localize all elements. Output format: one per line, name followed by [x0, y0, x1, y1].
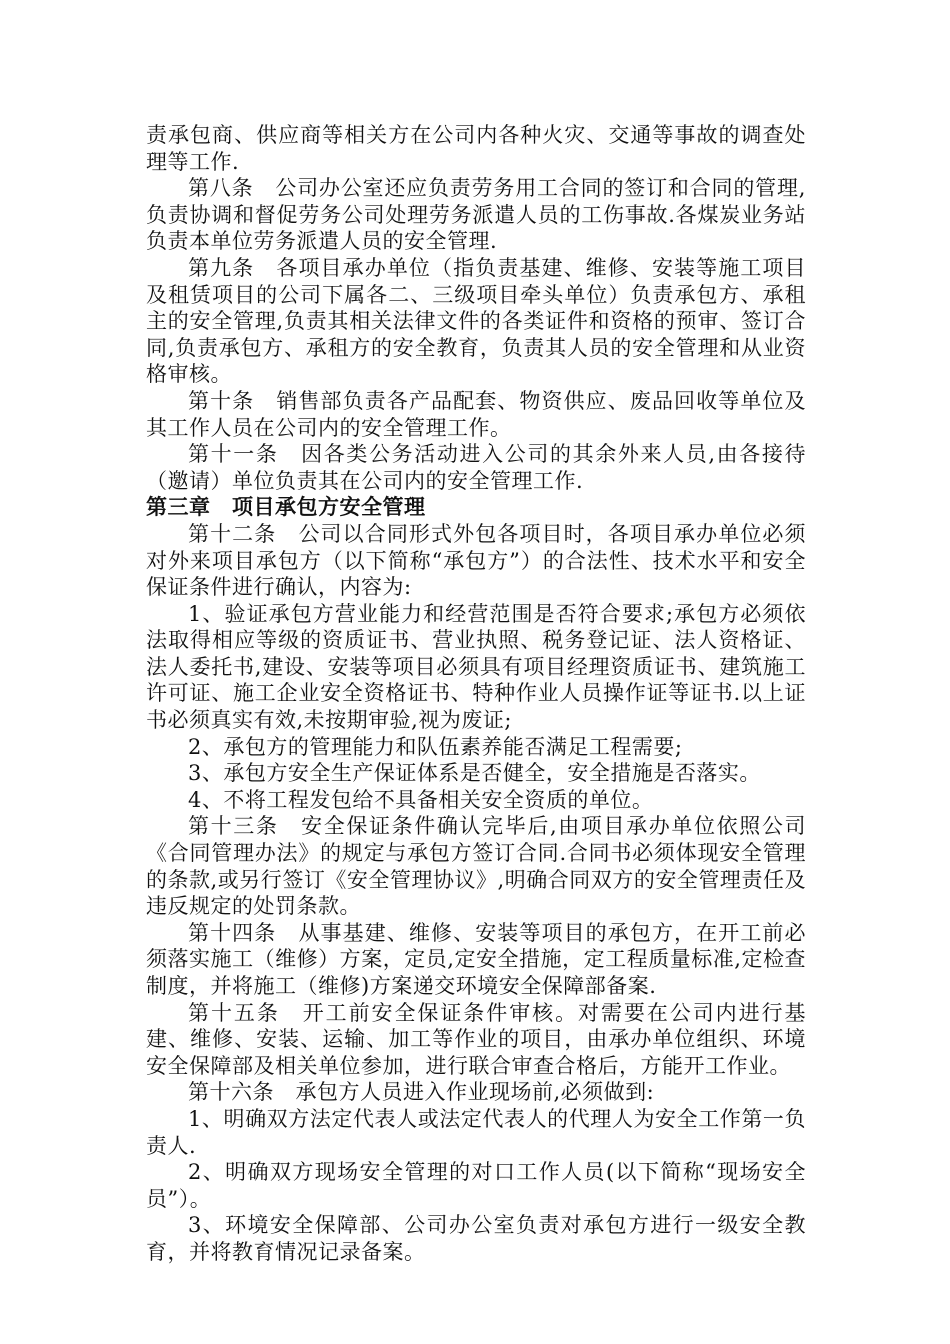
article-15: 第十五条 开工前安全保证条件审核。对需要在公司内进行基建、维修、安装、运输、加工等作业的项目，由承办单位组织、环境安全保障部及相关单位参加，进行联合审查合格后，方能开工作业。 [146, 1000, 806, 1078]
article-12: 第十二条 公司以合同形式外包各项目时，各项目承办单位必须对外来项目承包方（以下简称“承包方”）的合法性、技术水平和安全保证条件进行确认，内容为: [146, 521, 806, 600]
article-16-item-1: 1、明确双方法定代表人或法定代表人的代理人为安全工作第一负责人. [146, 1106, 806, 1158]
article-16-item-3: 3、环境安全保障部、公司办公室负责对承包方进行一级安全教育，并将教育情况记录备案。 [146, 1213, 806, 1264]
document-page [146, 122, 806, 1266]
article-12-item-3: 3、承包方安全生产保证体系是否健全，安全措施是否落实。 [188, 761, 761, 786]
article-14: 第十四条 从事基建、维修、安装等项目的承包方，在开工前必须落实施工（维修）方案，定员,定安全措施，定工程质量标准,定检查制度，并将施工（维修)方案递交环境安全保障部备案. [146, 920, 806, 998]
article-12-item-1: 1、验证承包方营业能力和经营范围是否符合要求;承包方必须依法取得相应等级的资质证书、营业执照、税务登记证、法人资格证、法人委托书,建设、安装等项目必须具有项目经理资质证书、建筑施工许可证、施工企业安全资格证书、特种作业人员操作证等证书.以上证书必须真实有效,未按期审验,视为废证; [146, 601, 806, 733]
article-9: 第九条 各项目承办单位（指负责基建、维修、安装等施工项目及租赁项目的公司下属各二、三级项目牵头单位）负责承包方、承租主的安全管理,负责其相关法律文件的各类证件和资格的预审、签订合同,负责承包方、承租方的安全教育，负责其人员的安全管理和从业资格审核。 [146, 255, 806, 387]
paragraph-continuation: 责承包商、供应商等相关方在公司内各种火灾、交通等事故的调查处理等工作. [146, 123, 806, 174]
article-12-item-4: 4、不将工程发包给不具备相关安全资质的单位。 [188, 787, 654, 812]
chapter-3-heading: 第三章 项目承包方安全管理 [146, 495, 426, 520]
article-16: 第十六条 承包方人员进入作业现场前,必须做到: [188, 1080, 655, 1105]
article-10: 第十条 销售部负责各产品配套、物资供应、废品回收等单位及其工作人员在公司内的安全管理工作。 [146, 388, 806, 440]
article-12-item-2: 2、承包方的管理能力和队伍素养能否满足工程需要; [188, 734, 683, 759]
article-11: 第十一条 因各类公务活动进入公司的其余外来人员,由各接待（邀请）单位负责其在公司内的安全管理工作. [146, 442, 806, 493]
article-8: 第八条 公司办公室还应负责劳务用工合同的签订和合同的管理,负责协调和督促劳务公司处理劳务派遣人员的工伤事故.各煤炭业务站负责本单位劳务派遣人员的安全管理. [146, 176, 806, 254]
article-13: 第十三条 安全保证条件确认完毕后,由项目承办单位依照公司《合同管理办法》的规定与承包方签订合同.合同书必须体现安全管理的条款,或另行签订《安全管理协议》,明确合同双方的安全管理责任及违反规定的处罚条款。 [146, 814, 806, 919]
article-16-item-2: 2、明确双方现场安全管理的对口工作人员(以下简称“现场安全员”）。 [146, 1160, 806, 1211]
